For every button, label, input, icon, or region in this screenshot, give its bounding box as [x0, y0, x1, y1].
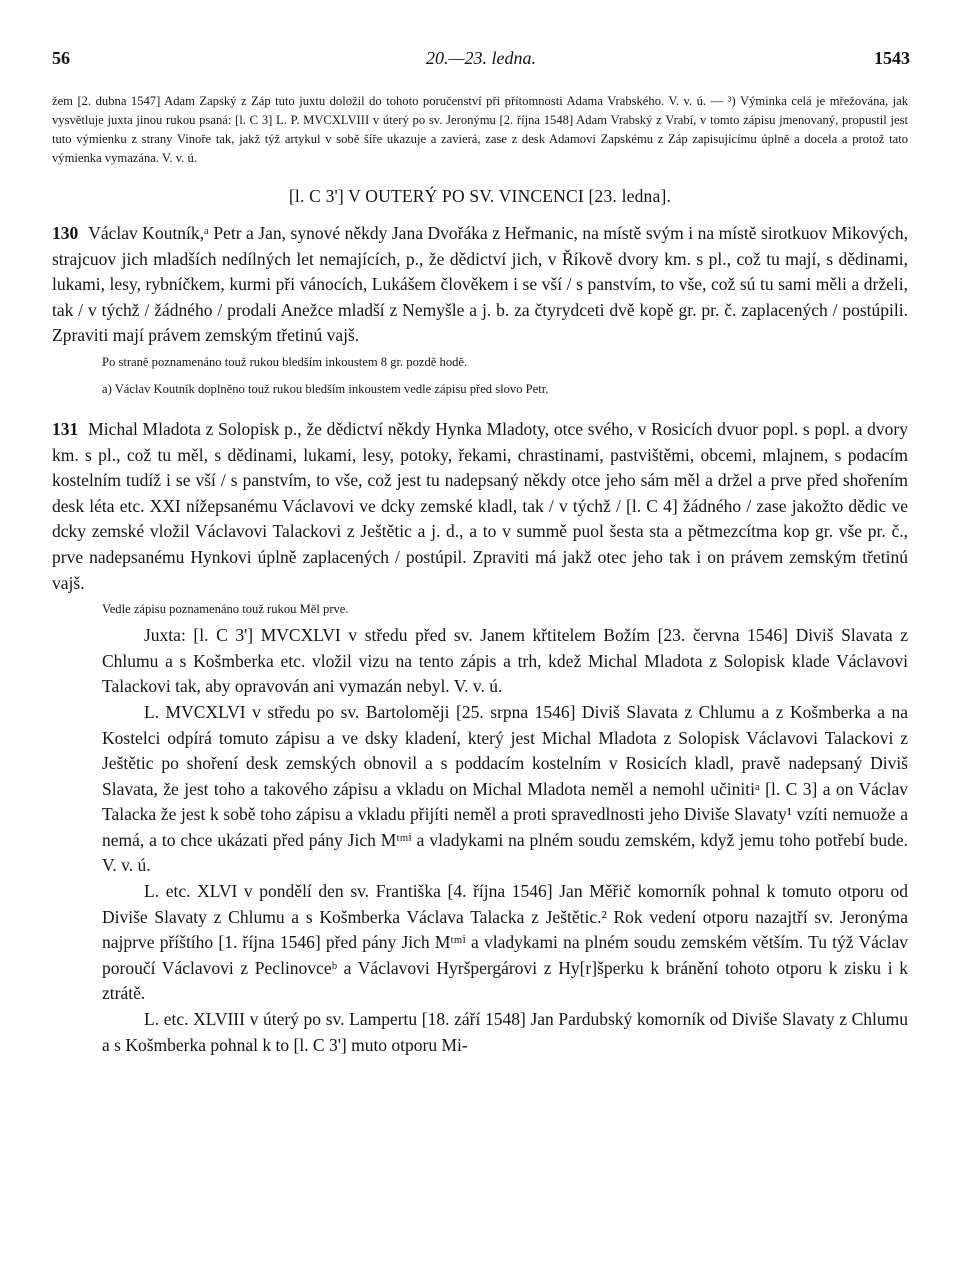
- running-title: 20.—23. ledna.: [426, 48, 536, 68]
- juxta-paragraph: L. etc. XLVI v pondělí den sv. Františka [4. října 1546] Jan Měřič komorník pohnal k tomuto otporu od Diviše Slavaty z Chlumu a s Košmberka Václava Talacka z Ještětic.² Rok vedení otporu nazajtří sv. Jeronýma najprve příštího [1. října 1546] před pány Jich Mᵗᵐⁱ a vladykami na plném soudu zemském větším. Tu týž Václav poroučí Václavovi z Peclinovceᵇ a Václavovi Hyršpergárovi z Hy[r]šperku k bránění tohoto otporu k zisku i k ztrátě.: [102, 881, 908, 1004]
- juxta-paragraph: L. etc. XLVIII v úterý po sv. Lampertu [18. září 1548] Jan Pardubský komorník od Diviše Slavaty z Chlumu a s Košmberka pohnal k to [l. C 3'] muto otporu Mi-: [102, 1009, 908, 1055]
- page-body: [52, 92, 908, 1058]
- entry-130: [52, 221, 908, 349]
- page-number-left: 56: [52, 48, 70, 68]
- entry-130-note: Po straně poznamenáno touž rukou bledším inkoustem 8 gr. pozdě hodě.: [102, 354, 468, 369]
- page-header: [52, 48, 910, 74]
- entry-number: 130: [52, 223, 79, 243]
- entry-131-note: Vedle zápisu poznamenáno touž rukou Měl prve.: [102, 602, 349, 617]
- juxta-paragraph: L. MVCXLVI v středu po sv. Bartoloměji [25. srpna 1546] Diviš Slavata z Chlumu a z Košmberka a na Kostelci odpírá tomuto zápisu a ve dsky kladení, který jest Michal Mladota z Solopisk Václavovi Talackovi z Ještětic po shoření desk zemských obnovil a s poddacím kostelním v Rosicích kladl, pravě nadepsaný Diviš Slavata, že jest toho a takového zápisu a vkladu on Michal Mladota neměl a nemohl učinitiᵃ [l. C 3] a on Václav Talacka že jest k sobě toho zápisu a vkladu přijíti neměl a proti spravedlnosti jeho Diviše Slavaty¹ vzíti nemuože a nemá, a to chce ukázati před pány Jich Mᵗᵐⁱ a vladykami na plném soudu zemském, když jemu toho potřebí bude. V. v. ú.: [102, 701, 908, 876]
- entry-text: Václav Koutník,ᵃ Petr a Jan, synové někdy Jana Dvořáka z Heřmanic, na místě svým i na místě sirotkuov Mikových, strajcuov jich mladších nedílných let nemajících, p., že dědictví jich, v Říkově dvory km. s pl., což tu mají, s dědinami, lukami, lesy, rybníčkem, kurmi při vánocích, Lukášem člověkem i se vší / s panstvím, to vše, což sú tu sami měli a drželi, tak / v týchž / žádného / prodali Anežce mladší z Nemyšle a j. b. za čtyrydceti dvě kopě gr. pr. č. zaplacených / postúpili. Zpraviti mají právem zemským třetinú vajš.: [52, 223, 908, 346]
- entry-130-footnote: a) Václav Koutník doplněno touž rukou bledším inkoustem vedle zápisu před slovo Petr.: [102, 381, 549, 396]
- section-heading: [l. C 3'] V OUTERÝ PO SV. VINCENCI [23. ledna].: [288, 186, 672, 206]
- entry-number: 131: [52, 418, 79, 439]
- top-footnote-continuation: žem [2. dubna 1547] Adam Zapský z Záp tuto juxtu doložil do tohoto poručenství při přítomnosti Adama Vrabského. V. v. ú. — ³) Výminka celá je mřežována, jak vysvětluje juxta jinou rukou psaná: [l. C 3] L. P. MVCXLVIII v úterý po sv. Jeronýmu [2. října 1548] Adam Vrabský z Vrabí, v tomto zápisu jmenovaný, propustil jest tuto výmienku z strany Vinoře tak, jakž týž artykul v sobě šíře ukazuje a zavierá, zase z desk Adamovi Zapskému z Záp zapisujícímu úplně a docela a protož tato výmienka vymazána. V. v. ú.: [52, 94, 908, 165]
- entry-131: [52, 417, 908, 596]
- page-number-right: 1543: [874, 48, 910, 68]
- entry-text: Michal Mladota z Solopisk p., že dědictví někdy Hynka Mladoty, otce svého, v Rosicích dvuor popl. s popl. a dvory km. s pl., což tu měl, s dědinami, lukami, lesy, potoky, řekami, chrastinami, pastvištěmi, obcemi, mlajnem, s podacím kostelním tudíž i se vší / s panstvím, to vše, což jest tu nadepsaný někdy otce jeho sám měl a držel a prve před shořením desk léta etc. XXI nížepsanému Václavovi ve dcky zemské kladl, tak / v týchž / [l. C 4] žádného / zase jakožto dědic ve dcky zemské vložil Václavovi Talackovi z Ještětic a j. d., a to v summě puol šesta sta a pětmezcítma kop gr. vše pr. č., prve nadepsanému Hynkovi úplně zaplacených / postúpil. Zpraviti má jakž otec jeho tak i on právem zemským třetinú vajš.: [52, 418, 908, 593]
- juxta-paragraph: Juxta: [l. C 3'] MVCXLVI v středu před sv. Janem křtitelem Božím [23. června 1546] Diviš Slavata z Chlumu a s Košmberka etc. vložil vizu na tento zápis a trh, kdež Michal Mladota z Solopisk klade Václavovi Talackovi tak, aby opravován ani vymazán nebyl. V. v. ú.: [102, 625, 908, 697]
